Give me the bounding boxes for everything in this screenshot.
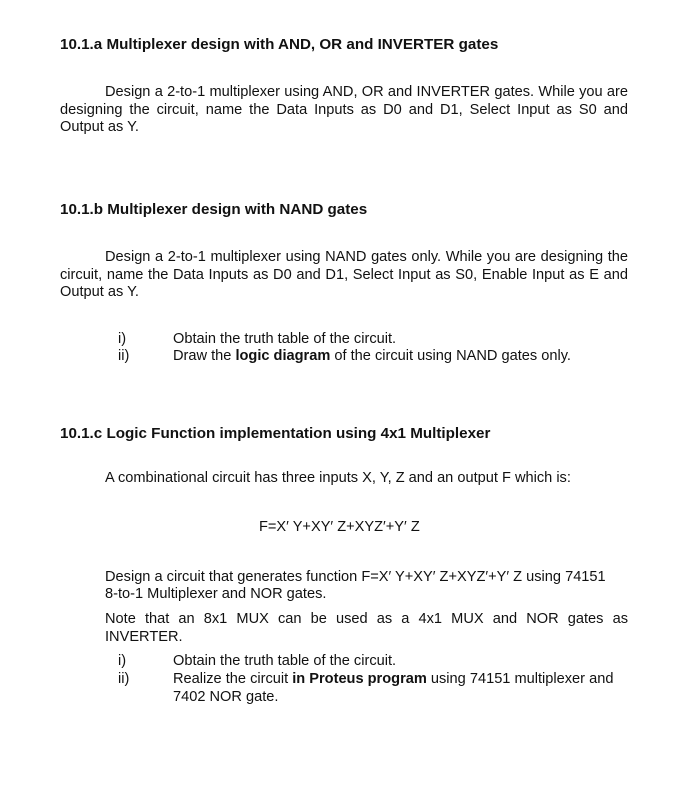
- section-b-item-1-number: i): [118, 331, 127, 347]
- section-b-item-1-text: Obtain the truth table of the circuit.: [173, 331, 397, 347]
- section-c-formula: F=X′ Y+XY′ Z+XYZ′+Y′ Z: [259, 519, 420, 535]
- section-c-intro: A combinational circuit has three inputs X, Y, Z and an output F which is:: [105, 470, 571, 486]
- section-c-item-2-post: using 74151 multiplexer and 7402 NOR gate.: [173, 671, 614, 705]
- section-b-item-2-number: ii): [118, 348, 130, 364]
- section-b-heading: 10.1.b Multiplexer design with NAND gates: [60, 201, 368, 218]
- section-c-design-line-2: 8-to-1 Multiplexer and NOR gates.: [105, 586, 327, 602]
- section-c-item-2-bold: in Proteus program: [292, 671, 427, 687]
- section-b-item-2-bold: logic diagram: [235, 348, 331, 364]
- section-c-item-2-text: [173, 671, 631, 706]
- section-c-item-1-text: Obtain the truth table of the circuit.: [173, 653, 397, 669]
- section-c-item-1-number: i): [118, 653, 127, 669]
- section-c-design-line-1: Design a circuit that generates function F=X′ Y+XY′ Z+XYZ′+Y′ Z using 74151: [105, 569, 606, 585]
- section-b-item-2-post: of the circuit using NAND gates only.: [330, 348, 571, 364]
- section-c-note: Note that an 8x1 MUX can be used as a 4x1 MUX and NOR gates as INVERTER.: [105, 611, 628, 645]
- section-b-item-2-pre: Draw the: [173, 348, 236, 364]
- section-a-paragraph: Design a 2-to-1 multiplexer using AND, OR and INVERTER gates. While you are designing the circuit, name the Data Inputs as D0 and D1, Select Input as S0 and Output as Y.: [60, 84, 628, 136]
- section-c-item-2-number: ii): [118, 671, 130, 687]
- section-c-item-2-pre: Realize the circuit: [173, 671, 293, 687]
- section-a-heading: 10.1.a Multiplexer design with AND, OR and INVERTER gates: [60, 36, 499, 53]
- section-c-heading: 10.1.c Logic Function implementation using 4x1 Multiplexer: [60, 425, 491, 442]
- section-b-paragraph: Design a 2-to-1 multiplexer using NAND gates only. While you are designing the circuit, name the Data Inputs as D0 and D1, Select Input as S0, Enable Input as E and Output as Y.: [60, 249, 628, 301]
- section-b-item-2-text: [173, 348, 571, 366]
